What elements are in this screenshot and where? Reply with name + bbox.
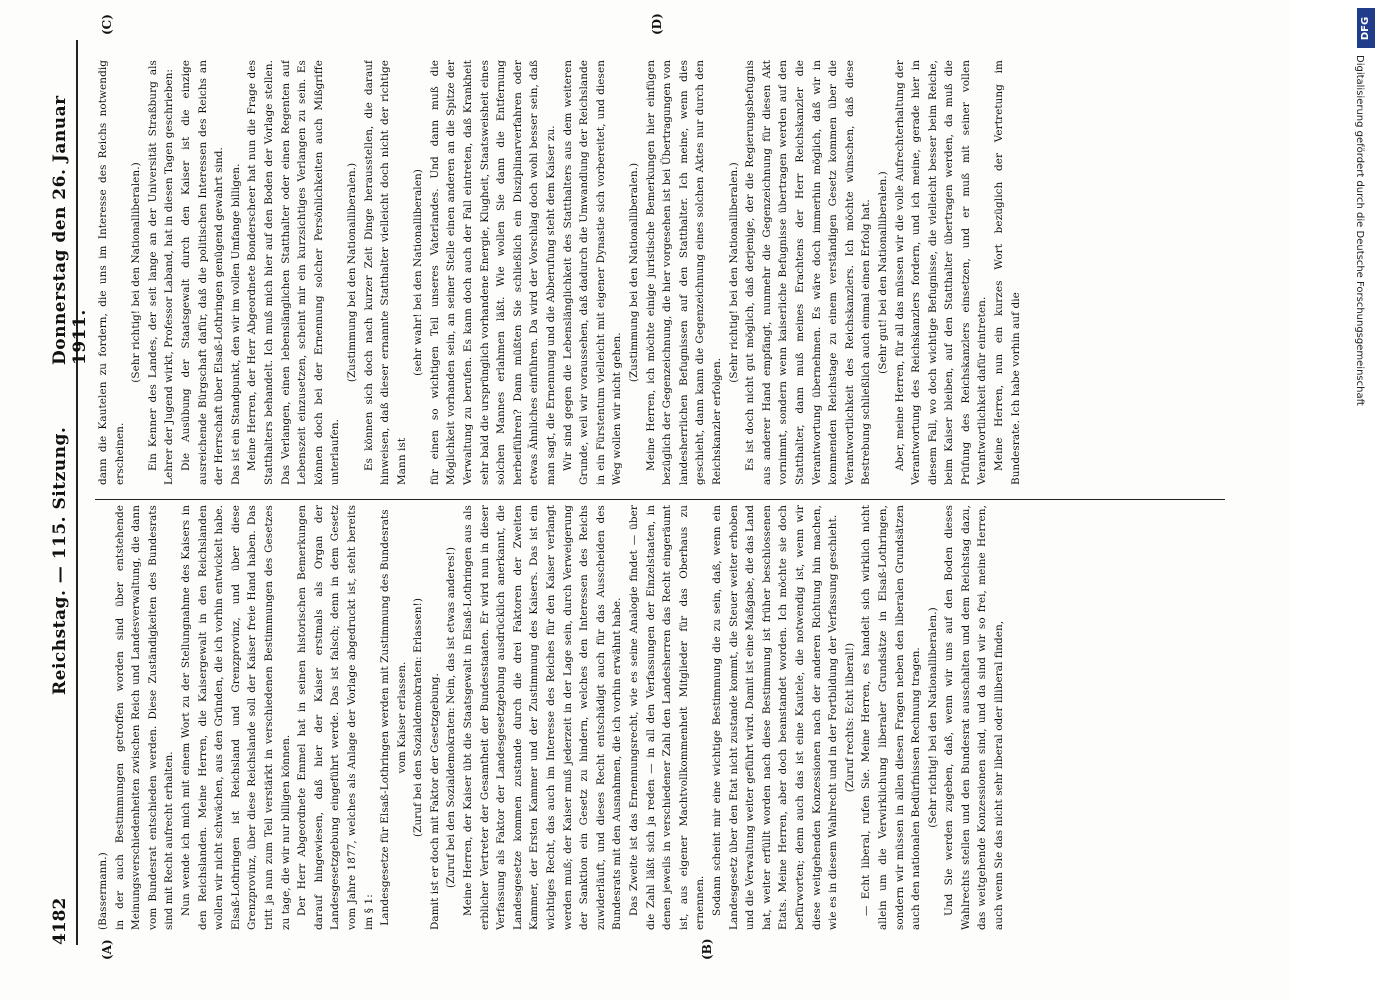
interjection: (Zuruf bei den Sozialdemokraten: Erlassen!) [412,598,425,837]
paragraph: Nun wende ich mich mit einem Wort zu der Stellungnahme des Kaisers in den Reichslanden. Meine Herren, die Kaisergewalt in den Reichslanden wollen wir nicht schwächen, aus den Gründen, die ich vorhin entwickelt habe. Elsaß-Lothringen ist Reichsland und Grenzprovinz, und über diese Grenzprovinz, über diese Reichslande soll der Kaiser freie Hand haben. Das tritt ja nun zum Teil verstärkt in verschiedenen Bestimmungen des Gesetzes zu tage, die wir nur billigen können. [179,505,292,930]
margin-mark-a: (A) [100,939,114,960]
paragraph: Der Herr Abgeordnete Emmel hat in seinen historischen Bemerkungen darauf hingewiesen, daß hier der Kaiser erstmals als Organ der Landesgesetzgebung eingeführt werde. Das ist falsch; denn in dem Gesetz vom Jahre 1877, welches als Anlage der Vorlage abgedruckt ist, steht bereits im § 1: [296,505,375,930]
paragraph: in der auch Bestimmungen getroffen worden sind über entstehende Meinungsverschiedenheiten zwischen Reich und Landesverwaltung, die dann vom Bundesrat entschieden werden. Diese Zuständigkeiten des Bundesrats sind mit Recht aufrecht erhalten. [113,505,176,930]
paragraph: Meine Herren, nun ein kurzes Wort bezüglich der Vertretung im Bundesrate. Ich habe vorhin auf die [993,60,1022,485]
paragraph: Es ist doch nicht gut möglich, daß derjenige, der die Regierungsbefugnis aus anderer Hand empfängt, nunmehr die Gegenzeichnung für diesen Akt vornimmt, sondern wenn kaiserliche Befugnisse übertragen werden auf den Statthalter, dann muß meines Erachtens der Herr Reichskanzler die Verantwortung übernehmen. Es wäre doch immerhin möglich, daß wir in kommenden Reichstage zu einem verständigen Gesetz kommen über die Verantwortlichkeit des Reichskanzlers. Ich möchte wünschen, daß diese Bestrebung schließlich auch einmal einen Erfolg hat. [744,60,873,485]
interjection: (Sehr richtig! bei den Nationalliberalen.) [130,162,143,383]
column-divider [95,499,1225,500]
interjection: (Zustimmung bei den Nationalliberalen.) [628,162,640,383]
paragraph: Ein Kenner des Landes, der seit lange an der Universität Straßburg als Lehrer der Jugend wirkt, Professor Laband, hat in diesen Tagen geschrieben: [146,60,176,485]
paragraph: für einen so wichtigen Teil unseres Vaterlandes. Und dann muß die Möglichkeit vorhanden sein, an seiner Stelle einen anderen an die Spitze der Verwaltung zu berufen. Es kann doch auch der Fall eintreten, daß Krankheit sehr bald die ursprünglich vorhandene Energie, Klugheit, Staatsweisheit eines solchen Mannes erlahmen läßt. Wie wollen Sie dann die Entfernung herbeiführen? Dann müßten Sie schließlich ein Disziplinarverfahren oder etwas Ähnliches einführen. Da wird der Vorschlag doch wohl besser sein, daß man sagt, die Ernennung und die Abberufung steht dem Kaiser zu. [428,60,558,485]
paragraph: Sodann scheint mir eine wichtige Bestimmung die zu sein, daß, wenn ein Landesgesetz über den Etat nicht zustande kommt, die Steuer weiter erhoben und die Verwaltung weiter geführt wird. Damit ist eine Maßgabe, die das Land hat, weiter erfüllt worden nach diese Bestimmung ist früher beschlossenen Etats. Meine Herren, aber doch beanstandet worden. Ich möchte sie doch befürworten; denn auch das ist eine Kautele, die notwendig ist, wenn wir diese weitgehenden Konzessionen nach der anderen Richtung hin machen, wie es in diesem Wahlrecht und in der Fortbildung der Verfassung geschieht. [710,505,840,930]
paragraph: Meine Herren, der Kaiser übt die Staatsgewalt in Elsaß-Lothringen aus als erblicher Vertreter der Gesamtheit der Bundesstaaten. Er wird nun in dieser Verfassung als Faktor der Landesgesetzgebung ausdrücklich anerkannt, die Landesgesetze kommen zustande durch die drei Faktoren der Zweiten Kammer, der Ersten Kammer und der Zustimmung des Kaisers. Das ist ein wichtiges Recht, das auch im Interesse des Reiches für den Kaiser verlangt werden muß; der Kaiser muß jederzeit in der Lage sein, durch Verweigerung der Sanktion ein Gesetz zu hindern, welches den Interessen des Reichs zuwiderläuft, und dieses Recht entschädigt auch für das Ausscheiden des Bundesrats mit den Ausnahmen, die ich vorhin erwähnt habe. [462,505,624,930]
paragraph: Das Zweite ist das Ernennungsrecht, wie es seine Analogie findet — über die Zahl läßt sich ja reden — in all den Verfassungen der Einzelstaaten, in denen jeweils in verschiedener Zahl den Landesherren das Recht eingeräumt ist, aus eigener Machtvollkommenheit Mitglieder für das Oberhaus zu ernennen. [628,505,707,930]
speaker-name: (Bassermann.) [97,852,109,930]
dfg-logo: DFG [1357,8,1375,48]
interjection: (sehr wahr! bei den Nationalliberalen) [412,169,425,376]
paragraph: — Echt liberal, rufen Sie. Meine Herren, es handelt sich wirklich nicht allein um die Verwirklichung liberaler Grundsätze in Elsaß-Lothringen, sondern wir müssen in allen diesen Fragen neben den liberalen Grundsätzen auch den nationalen Bedürfnissen Rechnung tragen. [860,505,923,930]
page-number: 4182 [50,897,70,945]
interjection: (Sehr richtig! bei den Nationalliberalen.) [727,162,740,383]
right-text-column [95,60,1225,485]
paragraph: Meine Herren, der Herr Abgeordnete Bonderscheer hat nun die Frage des Statthalters behandelt. Ich muß mich hier auf den Boden der Vorlage stellen. Das Verlangen, einen lebenslänglichen Statthalter oder einen Regenten auf Lebenszeit einzusetzen, scheint mir ein kurzsichtiges Verlangen zu sein. Es können doch bei der Ernennung solcher Persönlichkeiten auch Mißgriffe unterlaufen. [246,60,342,485]
quotation: Landesgesetze für Elsaß-Lothringen werden mit Zustimmung des Bundesrats vom Kaiser erlassen. [379,509,408,926]
page-header [40,40,90,945]
interjection: (Zustimmung bei den Nationalliberalen.) [345,162,358,383]
left-text-column [95,505,1225,930]
margin-mark-c: (C) [100,14,114,35]
interjection: (Sehr richtig! bei den Nationalliberalen.) [926,607,939,828]
paragraph: Damit ist er doch mit Faktor der Gesetzgebung. [428,673,441,930]
interjection: (Sehr gut! bei den Nationalliberalen.) [876,171,889,374]
paragraph: Es können sich doch nach kurzer Zeit Dinge herausstellen, die darauf hinweisen, daß dieser ernannte Statthalter vielleicht doch nicht der richtige Mann ist [362,60,408,485]
quotation: Die Ausübung der Staatsgewalt durch den Kaiser ist die einzige ausreichende Bürgschaft dafür, daß die politischen Interessen des Reichs an der Herrschaft über Elsaß-Lothringen genügend gewahrt sind. [179,60,226,485]
paragraph: Meine Herren, ich möchte einige juristische Bemerkungen hier einfügen bezüglich der Gegenzeichnung, die hier vorgesehen ist bei Übertragungen von landesherrlichen Befugnissen auf den Statthalter. Ich meine, wenn dies geschieht, dann kann die Gegenzeichnung eines solchen Aktes nur durch den Reichskanzler erfolgen. [644,60,723,485]
paragraph: Das ist ein Standpunkt, den wir im vollen Umfange billigen. [229,163,242,485]
paragraph: Und Sie werden zugeben, daß, wenn wir uns auf den Boden dieses Wahlrechts stellen und den Bundesrat ausschalten und dem Reichstag dazu, das weitgehende Konzessionen sind, und da sind wir so frei, meine Herren, auch wenn Sie das nicht sehr liberal oder illiberal finden, [943,505,1006,930]
digitization-credit: Digitalisierung gefördert durch die Deutsche Forschungsgemeinschaft [1354,55,1365,406]
interjection: (Zuruf rechts: Echt liberal!) [843,642,856,793]
margin-mark-b: (B) [700,938,714,960]
interjection: (Zuruf bei den Sozialdemokraten: Nein, das ist etwas anderes!) [445,547,458,888]
paragraph: dann die Kautelen zu fordern, die uns im Interesse des Reichs notwendig erscheinen. [97,60,126,485]
session-date: Donnerstag den 26. Januar 1911. [50,95,90,365]
paragraph: Aber, meine Herren, für all das müssen wir die volle Aufrechterhaltung der Verantwortung des Reichskanzlers fordern, und ich meine, gerade hier in diesem Fall, wo doch wichtige Befugnisse, die vielleicht besser beim Reiche, beim Kaiser bleiben, auf den Statthalter übertragen werden, da muß die Prüfung des Reichskanzlers einsetzen, und er muß mit seiner vollen Verantwortlichkeit dafür eintreten. [893,60,989,485]
margin-mark-d: (D) [650,13,664,35]
session-title: Reichstag. — 115. Sitzung. [50,426,70,695]
paragraph: Wir sind gegen die Lebenslänglichkeit des Statthalters aus dem weiteren Grunde, weil wir voraussehen, daß dadurch die Umwandlung der Reichslande in ein Fürstentum vielleicht mit eigener Dynastie sich vorbereitet, und diesen Weg wollen wir nicht gehen. [561,60,624,485]
